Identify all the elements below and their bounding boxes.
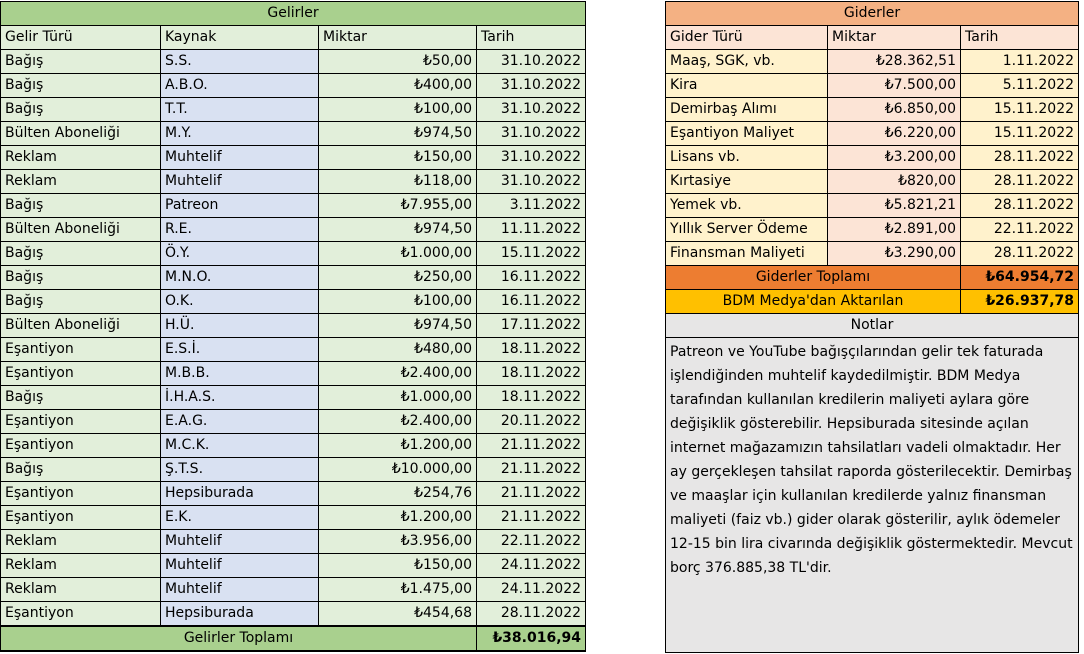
income-cell-source[interactable]: Patreon xyxy=(161,194,319,218)
expense-cell-date[interactable]: 28.11.2022 xyxy=(961,242,1079,266)
expense-row xyxy=(666,146,1079,170)
income-cell-type[interactable]: Bağış xyxy=(1,74,161,98)
income-row xyxy=(1,218,586,242)
income-row xyxy=(1,194,586,218)
income-cell-source[interactable]: M.B.B. xyxy=(161,362,319,386)
income-cell-source[interactable]: Muhtelif xyxy=(161,554,319,578)
income-cell-date[interactable]: 22.11.2022 xyxy=(477,530,586,554)
income-cell-type[interactable]: Eşantiyon xyxy=(1,506,161,530)
income-cell-date[interactable]: 31.10.2022 xyxy=(477,50,586,74)
notes-title-row xyxy=(666,314,1079,338)
income-row xyxy=(1,578,586,602)
income-cell-type[interactable]: Reklam xyxy=(1,146,161,170)
expense-cell-type[interactable]: Finansman Maliyeti xyxy=(666,242,828,266)
income-row xyxy=(1,122,586,146)
income-cell-date[interactable]: 17.11.2022 xyxy=(477,314,586,338)
income-cell-type[interactable]: Bağış xyxy=(1,266,161,290)
expense-cell-type[interactable]: Yemek vb. xyxy=(666,194,828,218)
income-cell-date[interactable]: 11.11.2022 xyxy=(477,218,586,242)
expense-cell-amount[interactable]: ₺5.821,21 xyxy=(828,194,961,218)
income-row xyxy=(1,170,586,194)
income-cell-source[interactable]: O.K. xyxy=(161,290,319,314)
income-cell-amount[interactable]: ₺254,76 xyxy=(319,482,477,506)
income-cell-amount[interactable]: ₺100,00 xyxy=(319,98,477,122)
income-cell-date[interactable]: 31.10.2022 xyxy=(477,146,586,170)
income-row xyxy=(1,434,586,458)
income-cell-amount[interactable]: ₺454,68 xyxy=(319,602,477,627)
transfer-label[interactable]: BDM Medya'dan Aktarılan xyxy=(666,290,961,314)
income-title-row xyxy=(1,2,586,26)
income-cell-source[interactable]: R.E. xyxy=(161,218,319,242)
income-cell-amount[interactable]: ₺400,00 xyxy=(319,74,477,98)
income-cell-type[interactable]: Reklam xyxy=(1,530,161,554)
income-cell-type[interactable]: Eşantiyon xyxy=(1,434,161,458)
expense-title-row xyxy=(666,2,1079,26)
income-cell-type[interactable]: Eşantiyon xyxy=(1,482,161,506)
income-cell-amount[interactable]: ₺250,00 xyxy=(319,266,477,290)
income-cell-date[interactable]: 18.11.2022 xyxy=(477,386,586,410)
expense-row xyxy=(666,170,1079,194)
income-cell-amount[interactable]: ₺150,00 xyxy=(319,146,477,170)
income-header-row xyxy=(1,26,586,50)
expense-row xyxy=(666,242,1079,266)
income-cell-type[interactable]: Bağış xyxy=(1,98,161,122)
income-cell-source[interactable]: Muhtelif xyxy=(161,146,319,170)
expense-cell-date[interactable]: 5.11.2022 xyxy=(961,74,1079,98)
income-cell-amount[interactable]: ₺100,00 xyxy=(319,290,477,314)
expense-cell-amount[interactable]: ₺3.290,00 xyxy=(828,242,961,266)
expense-row xyxy=(666,74,1079,98)
income-total-row xyxy=(1,626,586,651)
income-cell-date[interactable]: 31.10.2022 xyxy=(477,74,586,98)
income-cell-amount[interactable]: ₺1.475,00 xyxy=(319,578,477,602)
income-cell-type[interactable]: Bülten Aboneliği xyxy=(1,218,161,242)
income-cell-source[interactable]: H.Ü. xyxy=(161,314,319,338)
income-cell-type[interactable]: Reklam xyxy=(1,578,161,602)
income-total-label[interactable]: Gelirler Toplamı xyxy=(1,626,477,651)
income-row xyxy=(1,362,586,386)
income-cell-type[interactable]: Bülten Aboneliği xyxy=(1,122,161,146)
expense-cell-amount[interactable]: ₺3.200,00 xyxy=(828,146,961,170)
expense-header-amount[interactable]: Miktar xyxy=(828,26,961,50)
income-cell-amount[interactable]: ₺1.200,00 xyxy=(319,506,477,530)
income-row xyxy=(1,290,586,314)
expense-total-label[interactable]: Giderler Toplamı xyxy=(666,266,961,290)
income-cell-date[interactable]: 18.11.2022 xyxy=(477,362,586,386)
income-cell-source[interactable]: A.B.O. xyxy=(161,74,319,98)
income-cell-date[interactable]: 31.10.2022 xyxy=(477,170,586,194)
expense-title[interactable]: Giderler xyxy=(666,2,1079,26)
expense-rows xyxy=(666,50,1079,266)
notes-title[interactable]: Notlar xyxy=(666,314,1079,338)
expense-header-date[interactable]: Tarih xyxy=(961,26,1079,50)
income-title[interactable]: Gelirler xyxy=(1,2,586,26)
expense-cell-type[interactable]: Yıllık Server Ödeme xyxy=(666,218,828,242)
expense-row xyxy=(666,194,1079,218)
income-cell-type[interactable]: Eşantiyon xyxy=(1,362,161,386)
expense-cell-date[interactable]: 1.11.2022 xyxy=(961,50,1079,74)
income-cell-source[interactable]: E.S.İ. xyxy=(161,338,319,362)
income-cell-amount[interactable]: ₺2.400,00 xyxy=(319,362,477,386)
income-cell-amount[interactable]: ₺7.955,00 xyxy=(319,194,477,218)
income-cell-amount[interactable]: ₺1.000,00 xyxy=(319,242,477,266)
expense-total-value[interactable]: ₺64.954,72 xyxy=(961,266,1079,290)
expense-table xyxy=(665,1,1079,653)
income-cell-type[interactable]: Bağış xyxy=(1,458,161,482)
income-cell-amount[interactable]: ₺1.200,00 xyxy=(319,434,477,458)
income-cell-source[interactable]: M.N.O. xyxy=(161,266,319,290)
income-cell-source[interactable]: Ö.Y. xyxy=(161,242,319,266)
expense-cell-type[interactable]: Lisans vb. xyxy=(666,146,828,170)
notes-text[interactable]: Patreon ve YouTube bağışçılarından gelir tek faturada işlendiğinden muhtelif kaydedilmiştir. BDM Medya tarafından kullanılan kredilerin maliyeti aylara göre değişiklik gösterebilir. Hepsiburada sitesinde açılan internet mağazamızın tahsilatları vadeli olmaktadır. Her ay gerçekleşen tahsilat raporda gösterilecektir. Demirbaş ve maaşlar için kullanılan kredilerde yalnız finansman maliyeti (faiz vb.) gider olarak gösterilir, aylık ödemeler 12-15 bin lira civarında değişiklik göstermektedir. Mevcut borç 376.885,38 TL'dir. xyxy=(666,338,1079,653)
income-cell-amount[interactable]: ₺974,50 xyxy=(319,314,477,338)
income-cell-type[interactable]: Bağış xyxy=(1,386,161,410)
income-cell-amount[interactable]: ₺150,00 xyxy=(319,554,477,578)
expense-row xyxy=(666,50,1079,74)
income-row xyxy=(1,410,586,434)
expense-cell-type[interactable]: Kira xyxy=(666,74,828,98)
income-cell-type[interactable]: Bağış xyxy=(1,242,161,266)
income-total-value[interactable]: ₺38.016,94 xyxy=(477,626,586,651)
income-cell-source[interactable]: Hepsiburada xyxy=(161,602,319,627)
income-header-amount[interactable]: Miktar xyxy=(319,26,477,50)
income-cell-type[interactable]: Eşantiyon xyxy=(1,602,161,627)
income-cell-date[interactable]: 24.11.2022 xyxy=(477,578,586,602)
expense-cell-amount[interactable]: ₺7.500,00 xyxy=(828,74,961,98)
expense-cell-date[interactable]: 28.11.2022 xyxy=(961,170,1079,194)
expense-cell-date[interactable]: 15.11.2022 xyxy=(961,122,1079,146)
expense-cell-date[interactable]: 28.11.2022 xyxy=(961,194,1079,218)
income-row xyxy=(1,314,586,338)
income-cell-source[interactable]: Hepsiburada xyxy=(161,482,319,506)
income-rows xyxy=(1,50,586,627)
income-cell-source[interactable]: Muhtelif xyxy=(161,578,319,602)
income-row xyxy=(1,98,586,122)
income-row xyxy=(1,146,586,170)
expense-cell-date[interactable]: 22.11.2022 xyxy=(961,218,1079,242)
income-cell-amount[interactable]: ₺50,00 xyxy=(319,50,477,74)
income-row xyxy=(1,482,586,506)
income-cell-date[interactable]: 31.10.2022 xyxy=(477,98,586,122)
income-cell-date[interactable]: 21.11.2022 xyxy=(477,482,586,506)
income-row xyxy=(1,74,586,98)
income-row xyxy=(1,50,586,74)
income-cell-date[interactable]: 28.11.2022 xyxy=(477,602,586,627)
income-cell-source[interactable]: M.C.K. xyxy=(161,434,319,458)
income-cell-date[interactable]: 16.11.2022 xyxy=(477,290,586,314)
income-cell-date[interactable]: 21.11.2022 xyxy=(477,458,586,482)
income-cell-date[interactable]: 20.11.2022 xyxy=(477,410,586,434)
income-cell-type[interactable]: Reklam xyxy=(1,170,161,194)
income-cell-date[interactable]: 21.11.2022 xyxy=(477,434,586,458)
income-cell-source[interactable]: M.Y. xyxy=(161,122,319,146)
income-header-source[interactable]: Kaynak xyxy=(161,26,319,50)
income-cell-amount[interactable]: ₺3.956,00 xyxy=(319,530,477,554)
expense-cell-type[interactable]: Maaş, SGK, vb. xyxy=(666,50,828,74)
expense-total-row xyxy=(666,266,1079,290)
income-cell-type[interactable]: Bülten Aboneliği xyxy=(1,314,161,338)
income-row xyxy=(1,554,586,578)
income-cell-type[interactable]: Bağış xyxy=(1,194,161,218)
income-cell-amount[interactable]: ₺1.000,00 xyxy=(319,386,477,410)
income-cell-source[interactable]: Ş.T.S. xyxy=(161,458,319,482)
expense-row xyxy=(666,218,1079,242)
income-row xyxy=(1,530,586,554)
income-cell-date[interactable]: 18.11.2022 xyxy=(477,338,586,362)
expense-row xyxy=(666,122,1079,146)
income-header-type[interactable]: Gelir Türü xyxy=(1,26,161,50)
expense-cell-type[interactable]: Demirbaş Alımı xyxy=(666,98,828,122)
expense-cell-type[interactable]: Eşantiyon Maliyet xyxy=(666,122,828,146)
income-row xyxy=(1,602,586,627)
income-cell-source[interactable]: E.K. xyxy=(161,506,319,530)
income-row xyxy=(1,386,586,410)
income-cell-type[interactable]: Bağış xyxy=(1,290,161,314)
income-cell-amount[interactable]: ₺974,50 xyxy=(319,122,477,146)
expense-cell-amount[interactable]: ₺820,00 xyxy=(828,170,961,194)
transfer-value[interactable]: ₺26.937,78 xyxy=(961,290,1079,314)
income-cell-type[interactable]: Eşantiyon xyxy=(1,338,161,362)
income-cell-amount[interactable]: ₺480,00 xyxy=(319,338,477,362)
income-header-date[interactable]: Tarih xyxy=(477,26,586,50)
income-cell-source[interactable]: T.T. xyxy=(161,98,319,122)
expense-header-type[interactable]: Gider Türü xyxy=(666,26,828,50)
income-cell-date[interactable]: 3.11.2022 xyxy=(477,194,586,218)
income-row xyxy=(1,242,586,266)
notes-row xyxy=(666,338,1079,653)
income-row xyxy=(1,506,586,530)
income-row xyxy=(1,458,586,482)
income-row xyxy=(1,266,586,290)
expense-cell-date[interactable]: 15.11.2022 xyxy=(961,98,1079,122)
expense-cell-amount[interactable]: ₺6.220,00 xyxy=(828,122,961,146)
expense-cell-amount[interactable]: ₺28.362,51 xyxy=(828,50,961,74)
expense-header-row xyxy=(666,26,1079,50)
income-cell-amount[interactable]: ₺10.000,00 xyxy=(319,458,477,482)
income-cell-type[interactable]: Bağış xyxy=(1,50,161,74)
income-cell-source[interactable]: S.S. xyxy=(161,50,319,74)
expense-transfer-row xyxy=(666,290,1079,314)
income-cell-date[interactable]: 16.11.2022 xyxy=(477,266,586,290)
income-cell-date[interactable]: 21.11.2022 xyxy=(477,506,586,530)
income-cell-amount[interactable]: ₺974,50 xyxy=(319,218,477,242)
income-cell-date[interactable]: 31.10.2022 xyxy=(477,122,586,146)
income-cell-type[interactable]: Reklam xyxy=(1,554,161,578)
income-cell-amount[interactable]: ₺118,00 xyxy=(319,170,477,194)
income-cell-date[interactable]: 24.11.2022 xyxy=(477,554,586,578)
expense-cell-amount[interactable]: ₺2.891,00 xyxy=(828,218,961,242)
income-cell-source[interactable]: Muhtelif xyxy=(161,530,319,554)
expense-row xyxy=(666,98,1079,122)
income-table xyxy=(0,1,586,652)
expense-cell-date[interactable]: 28.11.2022 xyxy=(961,146,1079,170)
expense-cell-amount[interactable]: ₺6.850,00 xyxy=(828,98,961,122)
income-row xyxy=(1,338,586,362)
income-cell-source[interactable]: E.A.G. xyxy=(161,410,319,434)
income-cell-source[interactable]: İ.H.A.S. xyxy=(161,386,319,410)
expense-cell-type[interactable]: Kırtasiye xyxy=(666,170,828,194)
income-cell-type[interactable]: Eşantiyon xyxy=(1,410,161,434)
income-cell-date[interactable]: 15.11.2022 xyxy=(477,242,586,266)
income-cell-amount[interactable]: ₺2.400,00 xyxy=(319,410,477,434)
income-cell-source[interactable]: Muhtelif xyxy=(161,170,319,194)
